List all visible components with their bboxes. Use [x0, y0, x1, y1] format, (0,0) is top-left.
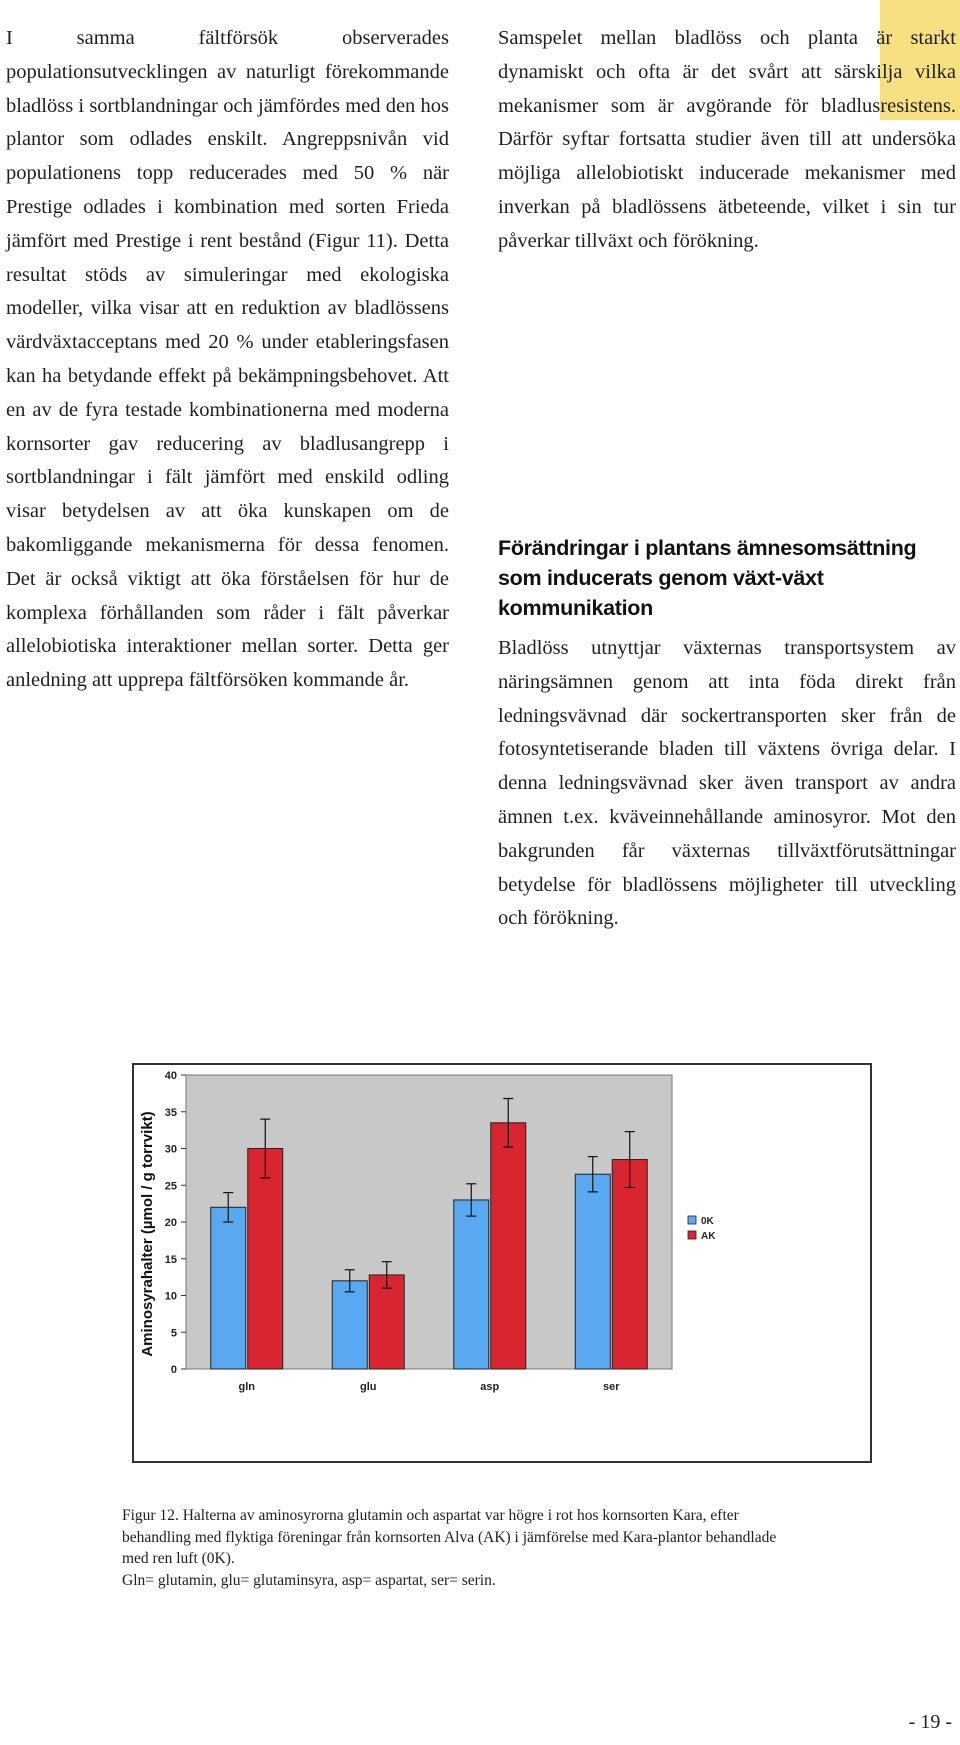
y-tick-label: 0 [170, 1364, 177, 1376]
right-column-paragraph-1: Samspelet mellan bladlöss och planta är starkt dynamiskt och ofta är det svårt att särskilja vilka mekanismer som är avgörande för bladlusresistens. Därför syftar fortsatta studier även till att undersöka möjliga allelobiotiskt inducerade mekanismer med inverkan på bladlössens ätbeteende, vilket i sin tur påverkar tillväxt och förökning. [498, 27, 956, 252]
y-tick-label: 30 [164, 1143, 177, 1156]
bar-0k-ser [575, 1174, 610, 1369]
y-tick-label: 20 [164, 1217, 177, 1229]
x-tick-label: gln [238, 1381, 255, 1393]
right-column-paragraph-2: Bladlöss utnyttjar växternas transportsystem av näringsämnen genom att inta föda direkt från ledningsvävnad där sockertransporten sker från de fotosyntetiserande bladen till växtens övriga delar. I denna ledningsvävnad sker även transport av andra ämnen t.ex. kväveinnehållande aminosyror. Mot den bakgrunden får växternas tillväxtförutsättningar betydelse för bladlössens möjligheter till utveckling och förökning. [498, 637, 956, 930]
right-column-bottom [498, 632, 956, 936]
y-axis-label: Aminosyrahalter (µmol / g torrvikt) [139, 1111, 156, 1357]
legend-label-ak: AK [701, 1231, 716, 1242]
figure-caption [122, 1505, 802, 1591]
legend-swatch-0k [688, 1216, 696, 1224]
x-tick-label: glu [360, 1381, 377, 1393]
y-tick-label: 15 [164, 1253, 177, 1266]
left-column [6, 22, 449, 698]
bar-0k-glu [332, 1281, 367, 1369]
bar-ak-ser [612, 1160, 647, 1369]
caption-line-2: Gln= glutamin, glu= glutaminsyra, asp= aspartat, ser= serin. [122, 1571, 496, 1589]
y-tick-label: 5 [170, 1327, 177, 1340]
amino-acid-chart [132, 1063, 872, 1463]
y-tick-label: 10 [164, 1290, 177, 1303]
caption-line-1: Figur 12. Halterna av aminosyrorna glutamin och aspartat var högre i rot hos kornsorten Kara, efter behandling med flyktiga föreningar från kornsorten Alva (AK) i jämförelse med Kara-plantor behandlade med ren luft (0K). [122, 1507, 777, 1567]
chart-svg [134, 1065, 870, 1461]
right-column-top [498, 22, 956, 259]
legend-swatch-ak [688, 1231, 696, 1239]
bar-0k-asp [454, 1200, 489, 1369]
page-number: - 19 - [908, 1711, 952, 1733]
y-tick-label: 40 [164, 1070, 177, 1082]
y-tick-label: 25 [164, 1180, 177, 1193]
section-heading: Förändringar i plantans ämnesomsättning som inducerats genom växt-växt kommunikation [498, 536, 917, 620]
x-tick-label: ser [602, 1381, 620, 1393]
y-tick-label: 35 [164, 1106, 177, 1119]
legend-label-0k: 0K [701, 1216, 714, 1227]
bar-ak-gln [248, 1149, 283, 1370]
bar-ak-asp [491, 1123, 526, 1369]
bar-ak-glu [369, 1275, 404, 1369]
x-tick-label: asp [480, 1381, 500, 1393]
bar-0k-gln [211, 1207, 246, 1369]
left-column-text: I samma fältförsök observerades populationsutvecklingen av naturligt förekommande bladlöss i sortblandningar och jämfördes med den hos plantor som odlades enskilt. Angreppsnivån vid populationens topp reducerades med 50 % när Prestige odlades i kombination med sorten Frieda jämfört med Prestige i rent bestånd (Figur 11). Detta resultat stöds av simuleringar med ekologiska modeller, vilka visar att en reduktion av bladlössens värdväxtacceptans med 20 % under etableringsfasen kan ha betydande effekt på bekämpningsbehovet. Att en av de fyra testade kombinationerna med moderna kornsorter gav reducering av bladlusangrepp i sortblandningar i fält jämfört med enskild odling visar betydelsen av att öka kunskapen om de bakomliggande mekanismerna för dessa fenomen. Det är också viktigt att öka förståelsen för hur de komplexa förhållanden som råder i fält påverkar allelobiotiska interaktioner mellan sorter. Detta ger anledning att upprepa fältförsöken kommande år. [6, 27, 449, 692]
